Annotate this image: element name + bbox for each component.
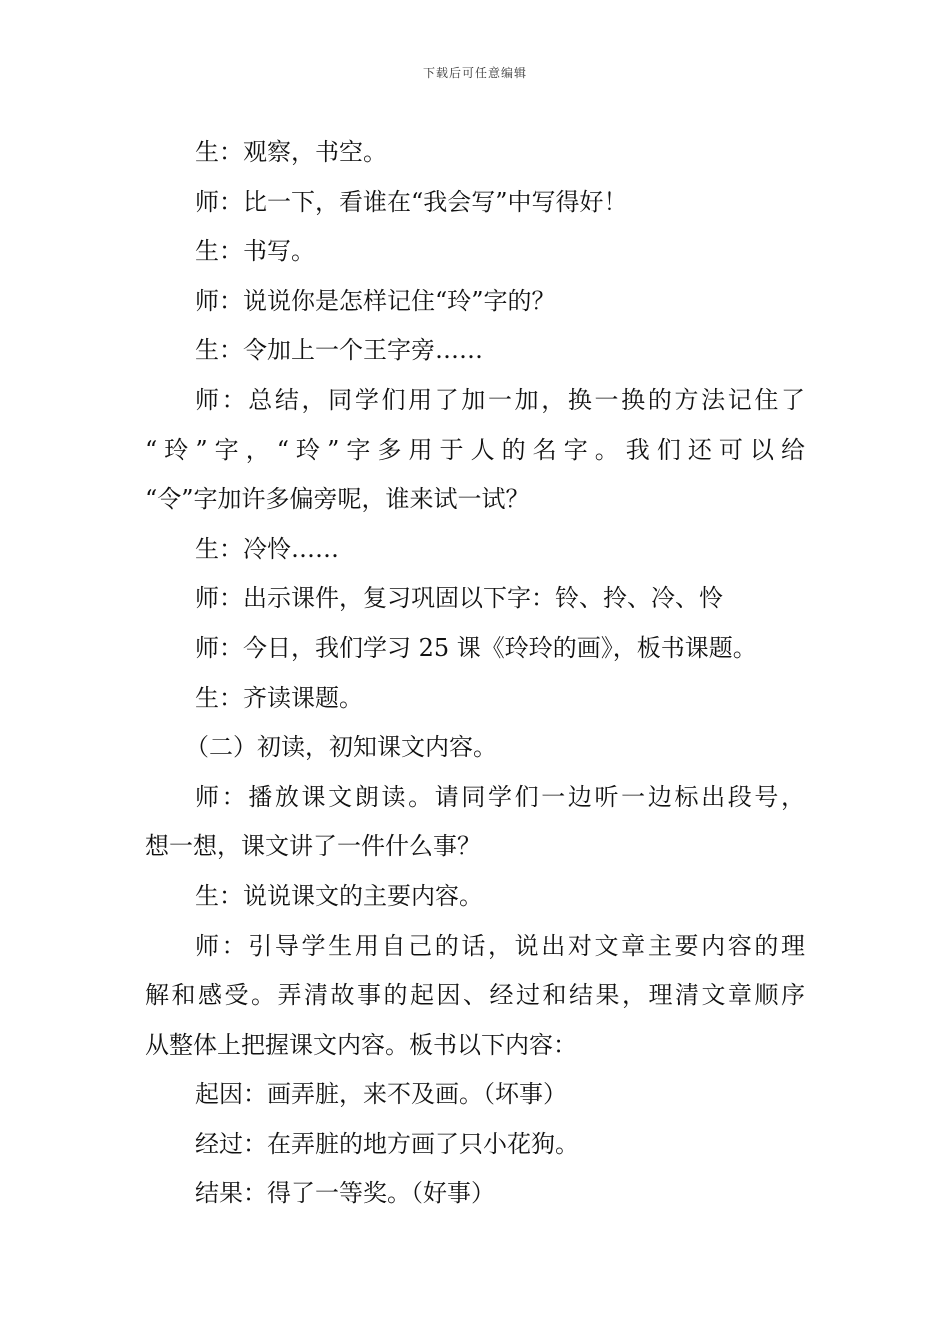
paragraph-line: 从整体上把握课文内容。板书以下内容： bbox=[145, 1030, 577, 1059]
paragraph: 生：齐读课题。 bbox=[195, 683, 363, 712]
paragraph-line: 解和感受。弄清故事的起因、经过和结果，理清文章顺序 bbox=[145, 981, 805, 1010]
paragraph-line: 想一想，课文讲了一件什么事？ bbox=[145, 832, 481, 861]
paragraph: 结果：得了一等奖。（好事） bbox=[195, 1179, 495, 1208]
page-header: 下载后可任意编辑 bbox=[422, 66, 527, 80]
paragraph: 生：冷怜…… bbox=[195, 534, 339, 563]
paragraph-line: “令”字加许多偏旁呢，谁来试一试？ bbox=[145, 485, 530, 514]
paragraph: 师：比一下，看谁在“我会写”中写得好！ bbox=[195, 187, 628, 216]
paragraph-line: 师：引导学生用自己的话，说出对文章主要内容的理 bbox=[195, 931, 805, 960]
document-body bbox=[145, 128, 805, 1219]
paragraph: 生：说说课文的主要内容。 bbox=[195, 881, 483, 910]
paragraph: 起因：画弄脏，来不及画。（坏事） bbox=[195, 1080, 567, 1109]
paragraph: 师：出示课件，复习巩固以下字：铃、拎、冷、怜 bbox=[195, 584, 723, 613]
paragraph: 师：说说你是怎样记住“玲”字的？ bbox=[195, 286, 556, 315]
paragraph-line: 师：总结，同学们用了加一加，换一换的方法记住了 bbox=[195, 385, 805, 414]
section-heading: （二）初读，初知课文内容。 bbox=[185, 733, 497, 762]
paragraph: 生：观察，书空。 bbox=[195, 138, 387, 166]
paragraph-line: 师：播放课文朗读。请同学们一边听一边标出段号， bbox=[195, 782, 805, 811]
paragraph-line: “玲”字，“玲”字多用于人的名字。我们还可以给 bbox=[145, 435, 805, 464]
paragraph: 生：书写。 bbox=[195, 237, 315, 266]
paragraph: 经过：在弄脏的地方画了只小花狗。 bbox=[195, 1129, 579, 1158]
paragraph: 师：今日，我们学习 25 课《玲玲的画》，板书课题。 bbox=[195, 633, 757, 662]
paragraph: 生：令加上一个王字旁…… bbox=[195, 336, 483, 365]
